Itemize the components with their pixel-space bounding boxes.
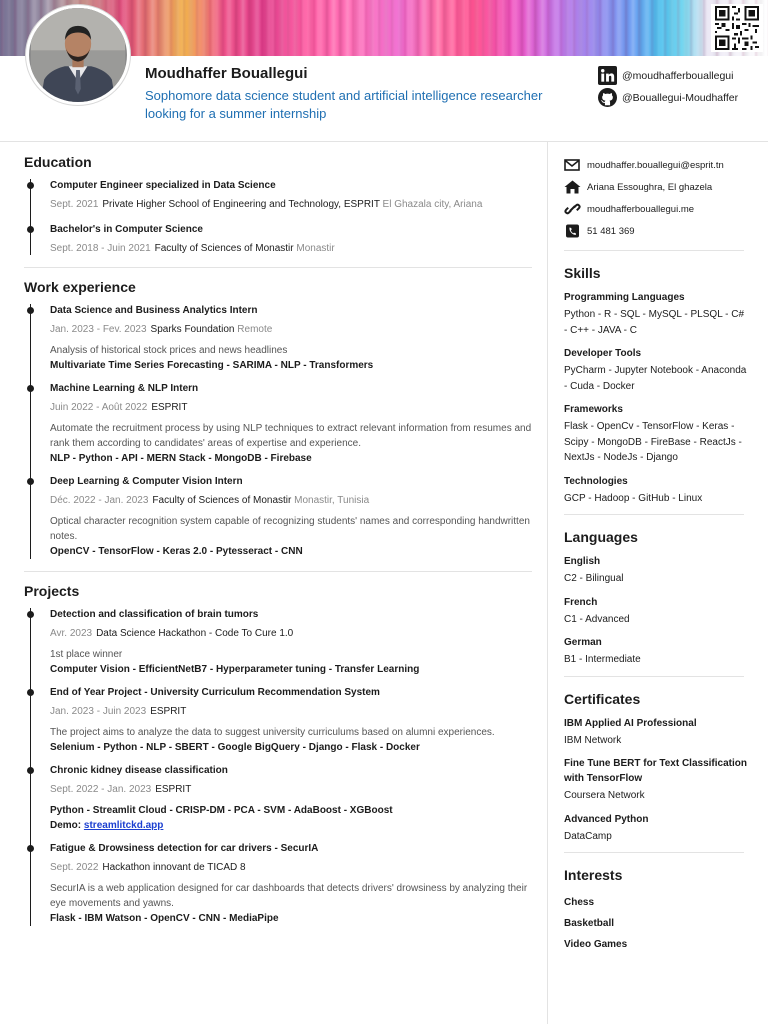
certificate-item: [564, 756, 748, 804]
entry-meta: [50, 627, 532, 640]
entry-org: Hackathon innovant de TICAD 8: [102, 862, 246, 873]
entry-meta: [50, 401, 532, 414]
section-divider: [564, 514, 744, 515]
website-text: moudhafferbouallegui.me: [587, 203, 695, 215]
entry-meta: [50, 323, 532, 336]
certificate-issuer: IBM Network: [564, 734, 622, 746]
profile-photo: [26, 5, 130, 105]
entry-title: Bachelor's in Computer Science: [50, 224, 203, 235]
interest-item: Chess: [564, 897, 595, 908]
certificate-issuer: Coursera Network: [564, 790, 645, 801]
education-item: [50, 223, 532, 255]
entry-date: Jan. 2023 - Juin 2023: [50, 706, 147, 717]
skill-group-name: Frameworks: [564, 404, 623, 415]
headline: Sophomore data science student and artificial intelligence researcher looking for a summer internship: [145, 88, 543, 121]
demo-label: Demo:: [50, 820, 82, 831]
entry-title: Detection and classification of brain tumors: [50, 609, 259, 620]
interest-item: Basketball: [564, 918, 615, 929]
linkedin-icon: [598, 66, 617, 85]
skill-group: [564, 290, 748, 338]
skill-group-name: Developer Tools: [564, 348, 642, 359]
section-divider: [24, 267, 532, 268]
entry-tags: Flask - IBM Watson - OpenCV - CNN - MediaPipe: [50, 913, 279, 924]
entry-date: Sept. 2022: [50, 862, 99, 873]
linkedin-handle: @moudhafferbouallegui: [622, 69, 734, 82]
demo-line: [50, 818, 532, 833]
education-list: [30, 179, 532, 255]
interests-title: Interests: [564, 867, 623, 883]
entry-title: Fatigue & Drowsiness detection for car drivers - SecurIA: [50, 843, 319, 854]
person-name: Moudhaffer Bouallegui: [145, 65, 308, 82]
entry-title: Chronic kidney disease classification: [50, 765, 228, 776]
entry-tags: Computer Vision - EfficientNetB7 - Hyperparameter tuning - Transfer Learning: [50, 664, 420, 675]
skills-title: Skills: [564, 265, 601, 281]
entry-org: Faculty of Sciences of Monastir: [152, 495, 292, 506]
entry-date: Juin 2022 - Août 2022: [50, 402, 148, 413]
interest-item: Video Games: [564, 939, 628, 950]
entry-tags: Multivariate Time Series Forecasting - SARIMA - NLP - Transformers: [50, 360, 374, 371]
entry-tags: Python - Streamlit Cloud - CRISP-DM - PCA - SVM - AdaBoost - XGBoost: [50, 805, 393, 816]
email-text: moudhaffer.bouallegui@esprit.tn: [587, 159, 724, 171]
entry-title: Machine Learning & NLP Intern: [50, 383, 199, 394]
side-column: [564, 154, 748, 955]
entry-date: Sept. 2022 - Jan. 2023: [50, 784, 152, 795]
entry-meta: [50, 861, 532, 874]
entry-tags: NLP - Python - API - MERN Stack - MongoDB - Firebase: [50, 453, 312, 464]
project-item: [50, 686, 532, 755]
home-icon: [564, 180, 581, 194]
language-level: C1 - Advanced: [564, 613, 630, 625]
entry-date: Jan. 2023 - Fev. 2023: [50, 324, 147, 335]
projects-list: [30, 608, 532, 926]
language-level: B1 - Intermediate: [564, 654, 641, 665]
entry-title: Data Science and Business Analytics Intern: [50, 305, 258, 316]
language-name: French: [564, 596, 598, 608]
phone-text: 51 481 369: [587, 225, 635, 237]
entry-title: Deep Learning & Computer Vision Intern: [50, 476, 243, 487]
qr-code: [711, 4, 763, 52]
section-divider: [564, 250, 744, 251]
address-text: Ariana Essoughra, El ghazela: [587, 181, 713, 193]
entry-location: Monastir, Tunisia: [294, 495, 370, 506]
entry-meta: [50, 494, 532, 507]
link-icon: [564, 202, 581, 216]
language-item: [564, 554, 748, 587]
header-divider: [0, 141, 768, 142]
contact-phone[interactable]: [564, 220, 748, 242]
education-item: [50, 179, 532, 211]
language-item: [564, 595, 748, 628]
entry-org: Sparks Foundation: [150, 324, 235, 335]
work-item: [50, 475, 532, 559]
demo-link[interactable]: streamlitckd.app: [83, 820, 164, 831]
entry-meta: [50, 783, 532, 796]
certificate-name: IBM Applied AI Professional: [564, 717, 697, 729]
entry-tags: OpenCV - TensorFlow - Keras 2.0 - Pytesseract - CNN: [50, 546, 303, 557]
entry-org: Faculty of Sciences of Monastir: [154, 243, 294, 254]
entry-org: Private Higher School of Engineering and Technology, ESPRIT: [102, 199, 380, 210]
section-divider: [564, 852, 744, 853]
project-item: [50, 764, 532, 833]
contact-website[interactable]: [564, 198, 748, 220]
contact-email[interactable]: [564, 154, 748, 176]
entry-description: Analysis of historical stock prices and news headlines: [50, 345, 288, 356]
work-item: [50, 304, 532, 373]
skill-group-values: Python - R - SQL - MySQL - PLSQL - C# - C++ - JAVA - C: [564, 309, 745, 336]
github-handle: @Bouallegui-Moudhaffer: [622, 91, 739, 104]
certificate-name: Fine Tune BERT for Text Classification with TensorFlow: [564, 758, 747, 784]
language-level: C2 - Bilingual: [564, 573, 624, 584]
entry-org: ESPRIT: [151, 402, 188, 413]
entry-meta: [50, 705, 532, 718]
skill-group-name: Programming Languages: [564, 292, 685, 303]
section-divider: [564, 676, 744, 677]
github-icon: [598, 88, 617, 107]
entry-description: Automate the recruitment process by using NLP techniques to extract relevant information from resumes and rank them according to candidates' areas of expertise and experience.: [50, 423, 532, 449]
column-divider: [547, 142, 548, 1024]
entry-date: Avr. 2023: [50, 628, 93, 639]
entry-description: SecurIA is a web application designed for car dashboards that detects drivers' drowsiness by analyzing their eye movements and yawns.: [50, 883, 528, 909]
certificate-issuer: DataCamp: [564, 830, 612, 842]
entry-location: Monastir: [296, 243, 335, 254]
entry-description: Optical character recognition system capable of recognizing students' names and corresponding handwritten notes.: [50, 516, 530, 542]
entry-org: ESPRIT: [150, 706, 187, 717]
language-item: [564, 635, 748, 668]
main-column: [24, 152, 532, 926]
linkedin-link[interactable]: [598, 66, 733, 85]
skill-group: [564, 346, 748, 394]
entry-location: Remote: [237, 324, 273, 335]
skill-group-name: Technologies: [564, 475, 628, 487]
skill-group-values: PyCharm - Jupyter Notebook - Anaconda - Cuda - Docker: [564, 365, 747, 392]
skill-group: [564, 402, 748, 466]
phone-icon: [564, 224, 581, 238]
certificate-item: [564, 812, 748, 845]
entry-description: 1st place winner: [50, 649, 123, 660]
certificate-item: [564, 716, 748, 749]
projects-title: Projects: [24, 583, 80, 599]
skill-group: [564, 474, 748, 507]
language-name: German: [564, 637, 602, 648]
envelope-icon: [564, 158, 581, 172]
entry-meta: [50, 198, 532, 211]
entry-title: End of Year Project - University Curriculum Recommendation System: [50, 687, 380, 698]
github-link[interactable]: [598, 88, 738, 107]
entry-title: Computer Engineer specialized in Data Science: [50, 180, 276, 191]
entry-tags: Selenium - Python - NLP - SBERT - Google BigQuery - Django - Flask - Docker: [50, 742, 420, 753]
entry-org: Data Science Hackathon - Code To Cure 1.0: [96, 628, 294, 639]
work-item: [50, 382, 532, 466]
languages-title: Languages: [564, 529, 638, 545]
entry-date: Sept. 2018 - Juin 2021: [50, 243, 151, 254]
project-item: [50, 842, 532, 926]
work-list: [30, 304, 532, 559]
entry-date: Sept. 2021: [50, 199, 99, 210]
certificates-title: Certificates: [564, 690, 641, 707]
skill-group-values: Flask - OpenCv - TensorFlow - Keras - Scipy - MongoDB - FireBase - ReactJs - NextJs - NodeJs - Django: [564, 421, 742, 463]
contact-address: [564, 176, 748, 198]
certificate-name: Advanced Python: [564, 813, 649, 825]
skill-group-values: GCP - Hadoop - GitHub - Linux: [564, 492, 703, 504]
language-name: English: [564, 556, 601, 567]
work-title: Work experience: [24, 279, 136, 295]
education-title: Education: [24, 154, 92, 170]
entry-location: El Ghazala city, Ariana: [382, 199, 483, 210]
entry-description: The project aims to analyze the data to suggest university curriculums based on alumni experiences.: [50, 727, 495, 738]
section-divider: [24, 571, 532, 572]
entry-date: Déc. 2022 - Jan. 2023: [50, 495, 149, 506]
project-item: [50, 608, 532, 677]
entry-meta: [50, 242, 532, 255]
entry-org: ESPRIT: [155, 784, 192, 795]
